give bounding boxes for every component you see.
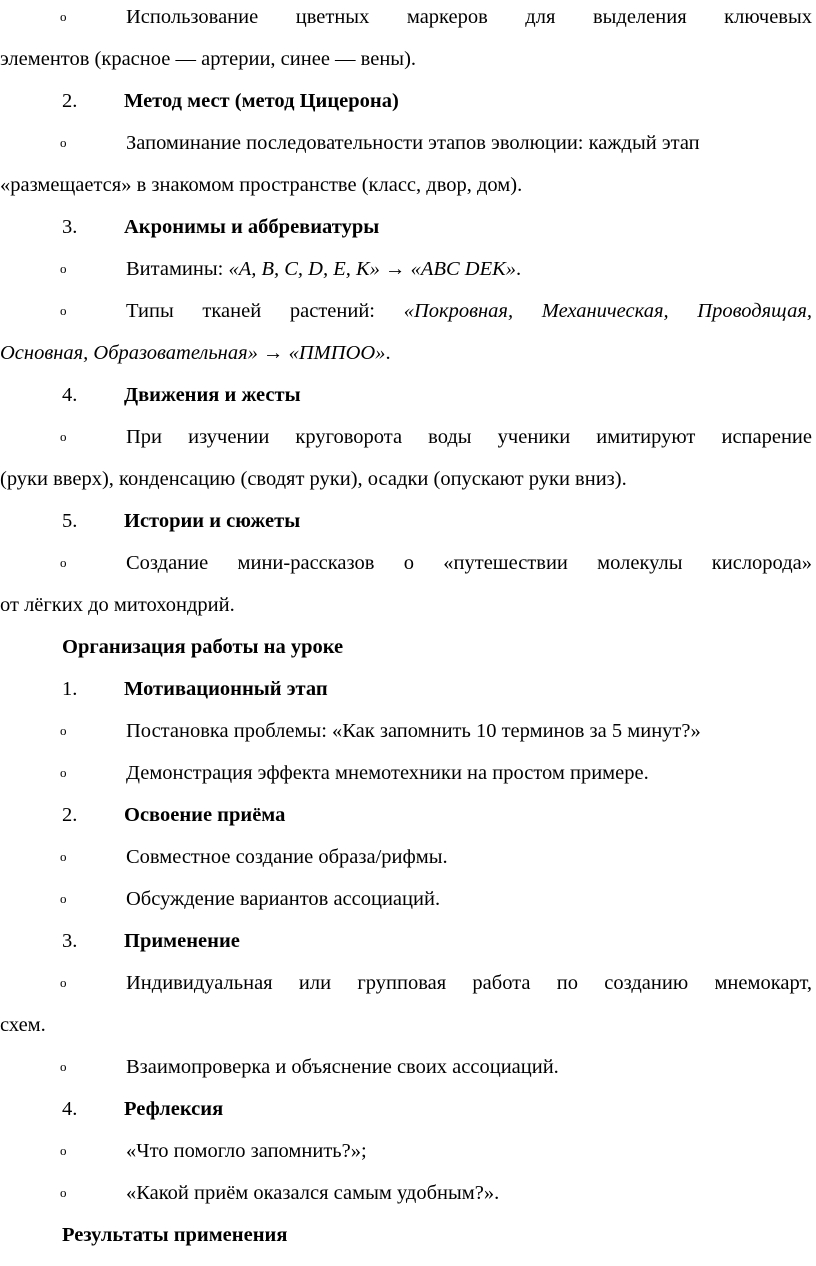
paragraph-text: Обсуждение вариантов ассоциаций. [126, 888, 441, 910]
paragraph-text: Взаимопроверка и объяснение своих ассоциаций. [126, 1056, 559, 1078]
paragraph-continuation: «размещается» в знакомом пространстве (класс, двор, дом). [0, 174, 523, 196]
paragraph-continuation: от лёгких до митохондрий. [0, 594, 235, 616]
heading-number: 2. [62, 90, 78, 112]
acronym-example: «Покровная, Механическая, Проводящая, [403, 300, 813, 322]
bullet-marker: o [60, 891, 67, 906]
heading-number: 5. [62, 510, 78, 532]
paragraph-text: Запоминание последовательности этапов эволюции: каждый этап [126, 132, 700, 154]
item-label: Витамины: [126, 258, 229, 280]
heading-title: Применение [124, 930, 240, 952]
section-title: Организация работы на уроке [62, 636, 344, 658]
heading-number: 2. [62, 804, 78, 826]
heading-number: 3. [62, 930, 78, 952]
bullet-marker: o [60, 975, 67, 990]
bullet-marker: o [60, 429, 67, 444]
paragraph-text [126, 290, 812, 332]
acronym-example-continued: Основная, Образовательная» → «ПМПОО» [0, 342, 386, 364]
bullet-marker: o [60, 765, 67, 780]
paragraph-continuation [0, 332, 391, 374]
paragraph-text: «Что помогло запомнить?»; [126, 1140, 367, 1162]
acronym-example: «A, B, C, D, E, K» → «ABC DEK» [228, 258, 517, 280]
heading-title: Метод мест (метод Цицерона) [124, 90, 399, 112]
bullet-marker: o [60, 135, 67, 150]
heading-title: Рефлексия [124, 1098, 224, 1120]
paragraph-continuation: (руки вверх), конденсацию (сводят руки), осадки (опускают руки вниз). [0, 468, 627, 490]
bullet-marker: o [60, 1059, 67, 1074]
paragraph-text: Создание мини-рассказов о «путешествии молекулы кислорода» [126, 552, 812, 574]
bullet-marker: o [60, 261, 67, 276]
heading-title: Акронимы и аббревиатуры [124, 216, 380, 238]
paragraph-text: Совместное создание образа/рифмы. [126, 846, 448, 868]
paragraph-continuation: элементов (красное — артерии, синее — вены). [0, 48, 417, 70]
paragraph-continuation: схем. [0, 1014, 46, 1036]
heading-title: Движения и жесты [124, 384, 301, 406]
heading-title: Мотивационный этап [124, 678, 328, 700]
bullet-marker: o [60, 9, 67, 24]
paragraph-text: Демонстрация эффекта мнемотехники на простом примере. [126, 762, 649, 784]
heading-number: 4. [62, 384, 78, 406]
paragraph-text: Использование цветных маркеров для выделения ключевых [126, 6, 812, 28]
punctuation: . [385, 342, 391, 364]
bullet-marker: o [60, 1143, 67, 1158]
heading-number: 4. [62, 1098, 78, 1120]
paragraph-text: «Какой приём оказался самым удобным?». [126, 1182, 500, 1204]
bullet-marker: o [60, 723, 67, 738]
paragraph-text [126, 248, 812, 290]
bullet-marker: o [60, 1185, 67, 1200]
heading-title: Освоение приёма [124, 804, 286, 826]
paragraph-text: При изучении круговорота воды ученики имитируют испарение [126, 426, 812, 448]
paragraph-text: Индивидуальная или групповая работа по созданию мнемокарт, [126, 972, 812, 994]
paragraph-text: Постановка проблемы: «Как запомнить 10 терминов за 5 минут?» [126, 720, 701, 742]
item-label: Типы тканей растений: [126, 300, 404, 322]
heading-number: 3. [62, 216, 78, 238]
punctuation: . [516, 258, 522, 280]
bullet-marker: o [60, 555, 67, 570]
bullet-marker: o [60, 849, 67, 864]
heading-number: 1. [62, 678, 78, 700]
bullet-marker: o [60, 303, 67, 318]
section-title: Результаты применения [62, 1224, 288, 1246]
heading-title: Истории и сюжеты [124, 510, 301, 532]
